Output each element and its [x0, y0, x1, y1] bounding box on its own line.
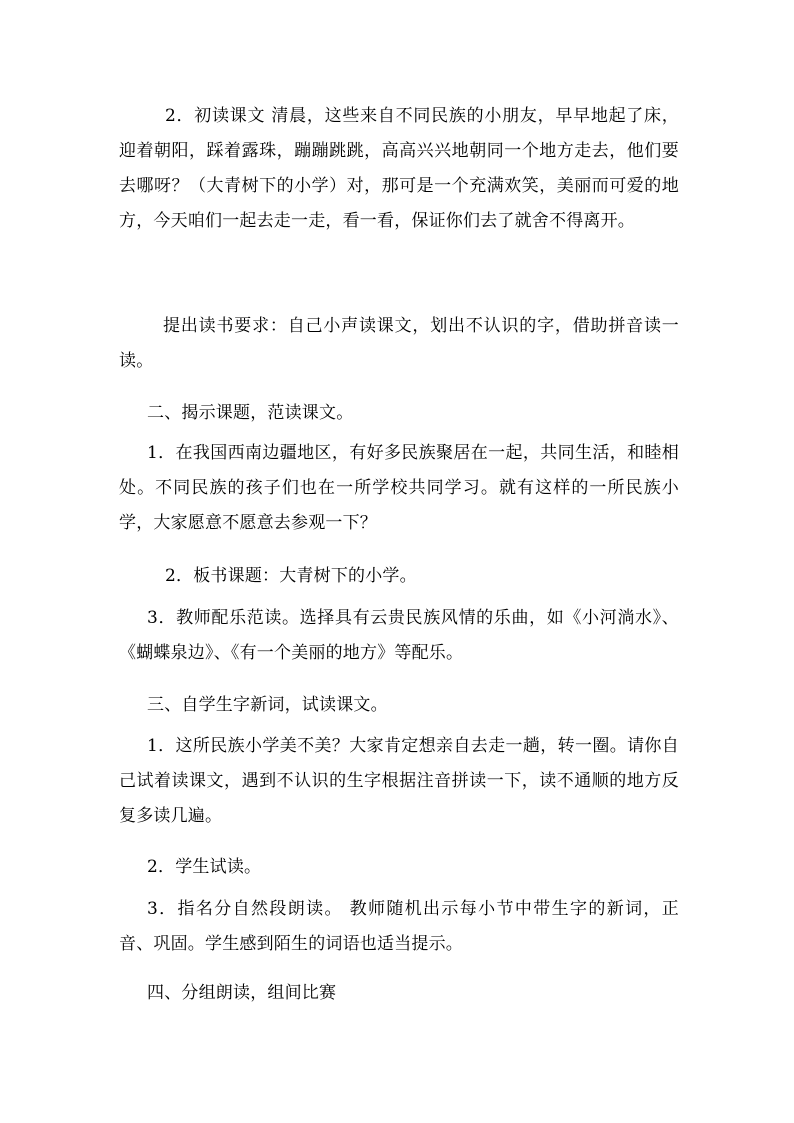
paragraph-visit-school: 1．这所民族小学美不美？大家肯定想亲自去走一趟，转一圈。请你自己试着读课文，遇到不认识的生字根据注音拼读一下，读不通顺的地方反复多读几遍。 [119, 736, 679, 826]
paragraph-southwest-border: 1．在我国西南边疆地区，有好多民族聚居在一起，共同生活，和睦相处。不同民族的孩子们也在一所学校共同学习。就有这样的一所民族小学，大家愿意不愿意去参观一下？ [119, 443, 679, 533]
paragraph-teacher-music-reading: 3．教师配乐范读。选择具有云贵民族风情的乐曲，如《小河淌水》、《蝴蝶泉边》、《有一个美丽的地方》等配乐。 [119, 608, 679, 663]
section-heading-reveal-title: 二、揭示课题，范读课文。 [147, 403, 354, 423]
section-heading-self-study: 三、自学生字新词，试读课文。 [147, 695, 388, 715]
paragraph-students-try-reading: 2．学生试读。 [147, 857, 262, 877]
paragraph-reading-requirements: 提出读书要求：自己小声读课文，划出不认识的字，借助拼音读一读。 [119, 316, 679, 371]
section-heading-group-reading: 四、分组朗读，组间比赛 [147, 983, 337, 1003]
paragraph-board-title: 2．板书课题：大青树下的小学。 [165, 566, 417, 586]
paragraph-named-reading: 3．指名分自然段朗读。 教师随机出示每小节中带生字的新词，正音、巩固。学生感到陌生的词语也适当提示。 [119, 899, 679, 954]
paragraph-first-reading: 2．初读课文 清晨，这些来自不同民族的小朋友，早早地起了床，迎着朝阳，踩着露珠，蹦蹦跳跳，高高兴兴地朝同一个地方走去，他们要去哪呀？（大青树下的小学）对，那可是一个充满欢笑，美丽而可爱的地方，今天咱们一起去走一走，看一看，保证你们去了就舍不得离开。 [119, 106, 679, 231]
